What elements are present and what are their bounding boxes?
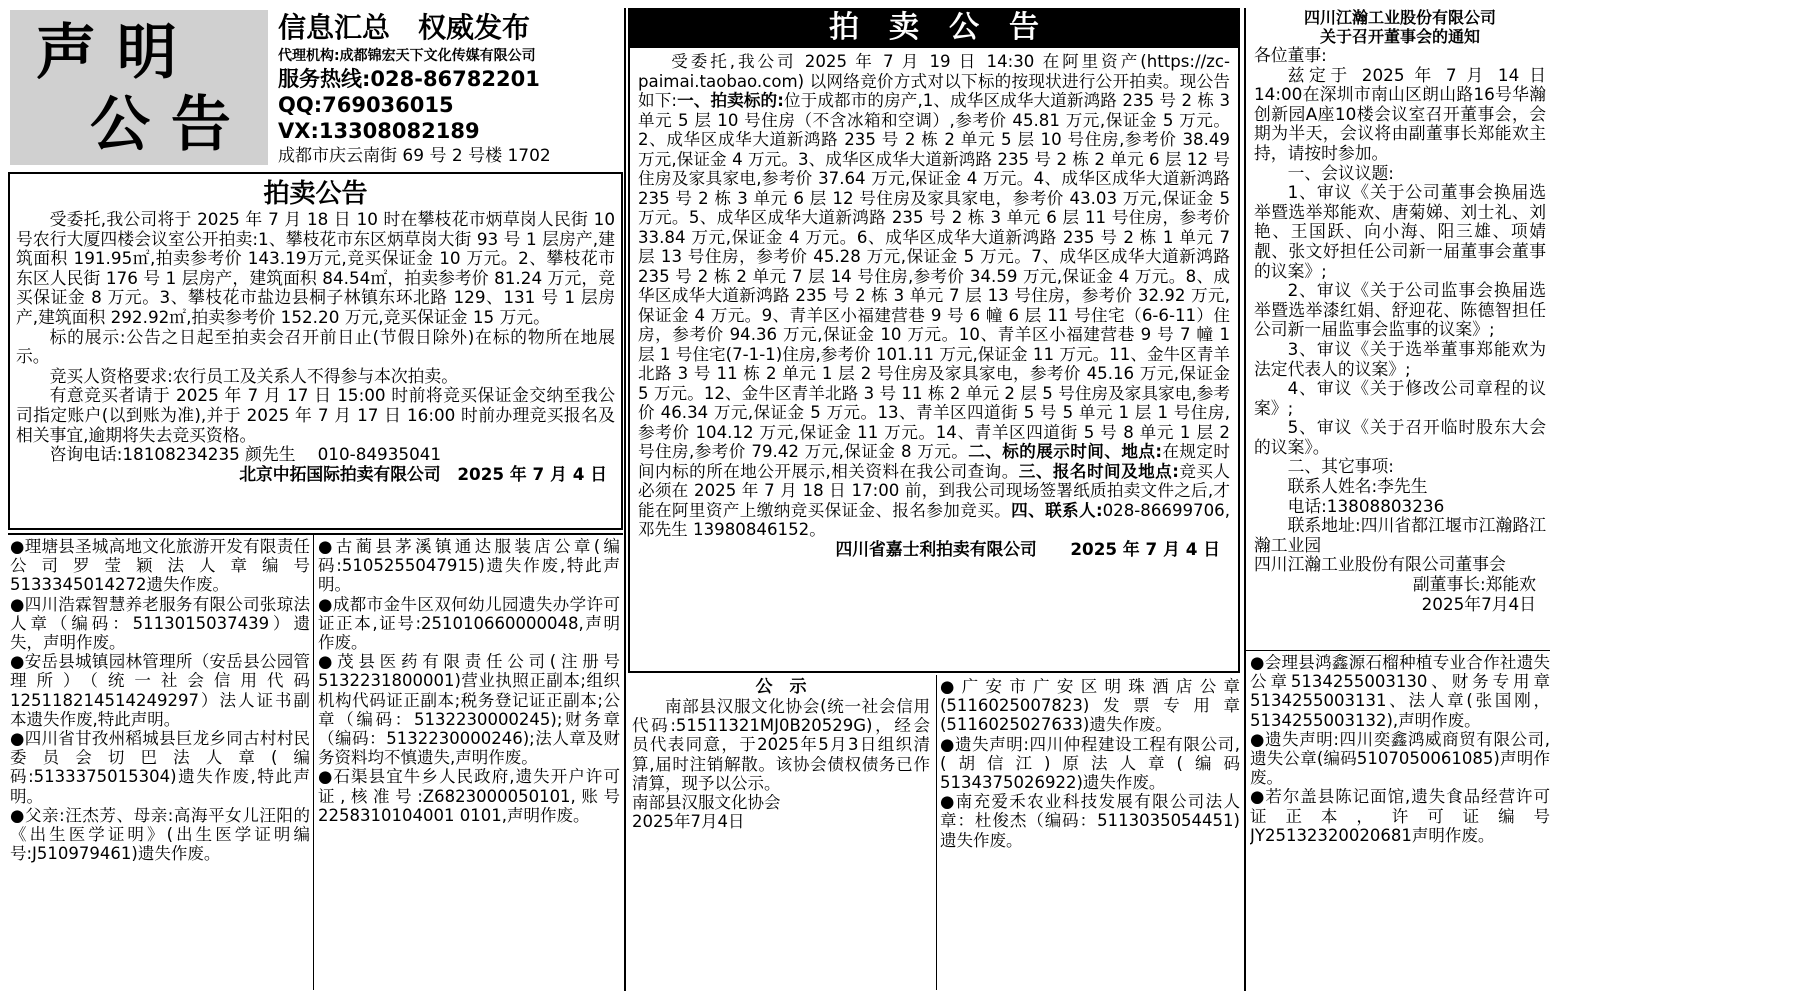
notice-item: ●父亲:汪杰芳、母亲:高海平女儿汪阳的《出生医学证明》(出生医学证明编号:J510979461)遗失作废。 [10, 805, 310, 864]
auction-mid-p3: 竞买人必须在 2025 年 7 月 18 日 17:00 前，到我公司现场签署纸质拍卖文件之后,才能在阿里资产上缴纳竞买保证金、报名参加竞买。 [638, 461, 1231, 520]
logo-line-2: 公 告 [90, 90, 231, 160]
board-notice-title-2: 关于召开董事会的通知 [1319, 27, 1480, 46]
agency: 代理机构:成都锦宏天下文化传媒有限公司 [278, 48, 536, 64]
board-notice-greeting: 各位董事: [1254, 45, 1327, 65]
hotline: 服务热线:028-86782201 [278, 67, 540, 91]
auction-mid [628, 48, 1240, 673]
divider-right [1246, 650, 1550, 651]
board-notice-sec2: 二、其它事项: [1287, 456, 1394, 477]
divider-col4 [936, 675, 937, 990]
board-notice-vice-chair: 副董事长:郑能欢 [1412, 574, 1536, 595]
board-notice-date: 2025年7月4日 [1421, 593, 1536, 614]
auction-mid-body [638, 52, 1230, 540]
notice-item: ●理塘县圣城高地文化旅游开发有限责任公司罗莹颖法人章编号5133345014272遗失作废。 [10, 537, 310, 595]
notices-col-1 [10, 537, 310, 989]
auction-mid-h4: 四、联系人: [1011, 500, 1103, 520]
board-notice-company: 四川江瀚工业股份有限公司董事会 [1254, 554, 1506, 575]
slogan: 信息汇总 权威发布 [278, 11, 531, 44]
public-notice-body: 南部县汉服文化协会(统一社会信用代码:51511321MJ0B20529G)，经会员代表同意，于2025年5月3日组织清算,届时注销解散。该协会债权债务已作清算，现予以公示。 [632, 697, 930, 793]
notices-col-5 [1250, 653, 1550, 989]
board-notice-item-5: 5、审议《关于召开临时股东大会的议案》。 [1254, 417, 1546, 457]
auction-left-p4: 有意竞买者请于 2025 年 7 月 17 日 15:00 时前将竞买保证金交纳至我公司指定账户(以到账为准),并于 2025 年 7 月 17 日 16:00 时前办理竞买报名及相关事宜,逾期将失去竞买资格。 [16, 385, 615, 445]
notice-item: ●若尔盖县陈记面馆,遗失食品经营许可证正本，许可证编号JY25132320020681声明作废。 [1250, 787, 1550, 845]
vx: VX:13308082189 [278, 119, 480, 143]
auction-left-title: 拍卖公告 [263, 179, 368, 209]
board-notice-contact-name: 联系人姓名:李先生 [1287, 476, 1428, 497]
notice-item: ●会理县鸿鑫源石榴种植专业合作社遗失公章5134255003130、财务专用章5134255003131、法人章(张国刚，5134255003132),声明作废。 [1250, 653, 1550, 730]
public-notice-title: 公 示 [755, 677, 807, 697]
notice-item: ●古蔺县茅溪镇通达服装店公章(编码:5105255047915)遗失作废,特此声明。 [318, 537, 620, 595]
notice-item: ●安岳县城镇园林管理所（安岳县公园管理所）（统一社会信用代码12511821451424929​7）法人证书副本遗失作废,特此声明。 [10, 652, 310, 729]
auction-mid-h3: 三、报名时间及地点: [1018, 461, 1179, 481]
board-notice [1250, 8, 1550, 648]
notice-item: ●石渠县宜牛乡人民政府,遗失开户许可证,核准号:Z6823000050101,账号2258310104001 0101,声明作废。 [318, 767, 620, 825]
public-notice-date: 2025年7月4日 [632, 812, 745, 832]
auction-mid-title-bar [628, 8, 1240, 48]
notice-item: ●遗失声明:四川仲程建设工程有限公司,(胡信江)原法人章(编码5134375026922)遗失作废。 [940, 734, 1240, 793]
address: 成都市庆云南街 69 号 2 号楼 1702 [278, 146, 551, 166]
notices-col-2 [318, 537, 620, 989]
board-notice-phone: 电话:13808803236 [1287, 495, 1445, 516]
board-notice-p1: 兹定于 2025 年 7 月 14 日 14:00在深圳市南山区朗山路16号华瀚创新园A座10楼会议室召开董事会，会期为半天，会议将由副董事长郑能欢主持，请按时参加。 [1254, 64, 1546, 163]
auction-mid-signature: 四川省嘉士利拍卖有限公司 2025 年 7 月 4 日 [835, 538, 1220, 559]
divider-mid-vertical [624, 8, 626, 991]
board-notice-item-3: 3、审议《关于选举董事郑能欢为法定代表人的议案》; [1254, 338, 1546, 379]
notice-item: ●四川浩霖智慧养老服务有限公司张琼法人章（编码：5113015037439）遗失，声明作废。 [10, 594, 310, 653]
divider-right-vertical [1244, 8, 1246, 991]
public-notice [630, 677, 932, 989]
notice-item: ●四川省甘孜州稻城县巨龙乡同古村村民委员会切巴法人章(编码:5133375015304)遗失作废,特此声明。 [10, 729, 310, 806]
auction-left [8, 172, 623, 530]
auction-mid-intro: 受委托,我公司 2025 年 7 月 19 日 14:30 在阿里资产(https://zc-paimai.taobao.com) 以网络竞价方式对以下标的按现状进行公开拍卖。现公告如下: [638, 52, 1230, 110]
board-notice-sec1: 一、会议议题: [1287, 162, 1394, 183]
auction-mid-title: 拍 卖 公 告 [829, 10, 1039, 45]
qq: QQ:769036015 [278, 93, 454, 117]
header-logo [10, 10, 268, 165]
notice-item: ●南充爱禾农业科技发展有限公司法人章：杜俊杰（编码：5113035054451)遗失作废。 [940, 792, 1240, 850]
auction-left-p1: 受委托,我公司将于 2025 年 7 月 18 日 10 时在攀枝花市炳草岗人民街 10 号农行大厦四楼会议室公开拍卖:1、攀枝花市东区炳草岗大街 93 号 1 层房产,建筑面积 191.95㎡,拍卖参考价 143.19万元,竞买保证金 10 万元。2、攀枝花市东区人民街 176 号 1 层房产，建筑面积 84.54㎡，拍卖参考价 81.24 万元，竞买保证金 8 万元。3、攀枝花市盐边县桐子林镇东环北路 129、131 号 1 层房产,建筑面积 292.92㎡,拍卖参考价 152.20 万元,竞买保证金 15 万元。 [16, 209, 615, 327]
auction-left-p3: 竞买人资格要求:农行员工及关系人不得参与本次拍卖。 [49, 365, 458, 386]
auction-mid-items: 位于成都市的房产,1、成华区成华大道新鸿路 235 号 2 栋 3 单元 5 层 10 号住房（不含冰箱和空调）,参考价 45.81 万元,保证金 5 万元。2、成华区成华大道新鸿路 235 号 2 栋 2 单元 5 层 10 号住房,参考价 38.49 万元,保证金 4 万元。3、成华区成华大道新鸿路 235 号 2 栋 2 单元 6 层 12 号住房及家具家电,参考价 37.64 万元,保证金 4 万元。4、成华区成华大道新鸿路 235 号 2 栋 3 单元 6 层 12 号住房及家具家电，参考价 43.03 万元,保证金 5 万元。5、成华区成华大道新鸿路 235 号 2 栋 3 单元 6 层 11 号住房，参考价 33.84 万元,保证金 4 万元。6、成华区成华大道新鸿路 235 号 2 栋 1 单元 7 层 13 号住房，参考价 45.28 万元,保证金 5 万元。7、成华区成华大道新鸿路 235 号 2 栋 2 单元 7 层 14 号住房,参考价 34.59 万元,保证金 4 万元。8、成华区成华大道新鸿路 235 号 2 栋 3 单元 7 层 13 号住房，参考价 32.92 万元,保证金 4 万元。9、青羊区小福建营巷 9 号 6 幢 6 层 11 号住宅（6-6-11）住房，参考价 94.36 万元,保证金 10 万元。10、青羊区小福建营巷 9 号 7 幢 1 层 1 号住宅(7-1-1)住房,参考价 101.11 万元,保证金 11 万元。11、金牛区青羊北路 3 号 11 栋 2 单元 1 层 2 号住房及家具家电，参考价 45.16 万元,保证金 5 万元。12、金牛区青羊北路 3 号 11 栋 2 单元 2 层 5 号住房及家具家电,参考价 46.34 万元,保证金 5 万元。13、青羊区四道街 5 号 5 单元 1 层 1 号住房,参考价 104.12 万元,保证金 11 万元。14、青羊区四道街 5 号 8 单元 1 层 2 号住房,参考价 79.42 万元,保证金 8 万元。 [638, 91, 1231, 461]
auction-mid-h1: 一、拍卖标的: [676, 91, 784, 110]
notice-item: ●成都市金牛区双何幼儿园遗失办学许可证正本,证号:251010660000048,声明作废。 [318, 594, 620, 653]
board-notice-item-4: 4、审议《关于修改公司章程的议案》; [1254, 378, 1546, 418]
public-notice-sign: 南部县汉服文化协会 [632, 793, 781, 813]
board-notice-title-1: 四川江瀚工业股份有限公司 [1303, 8, 1496, 27]
auction-mid-p4: 028-86699706,邓先生 13980846152。 [638, 500, 1231, 539]
auction-left-p2: 标的展示:公告之日起至拍卖会召开前日止(节假日除外)在标的物所在地展示。 [16, 326, 615, 367]
auction-left-signature: 北京中拓国际拍卖有限公司 2025 年 7 月 4 日 [239, 463, 607, 484]
divider-left [8, 533, 623, 535]
board-notice-item-1: 1、审议《关于公司董事会换届选举暨选举郑能欢、唐菊娣、刘士礼、刘艳、王国跃、向小海、阳三雄、项婧靓、张文妤担任公司新一届董事会董事的议案》; [1254, 182, 1546, 281]
auction-mid-p2: 在规定时间内标的所在地公开展示,相关资料在我公司查询。 [638, 442, 1230, 481]
divider-col1 [313, 535, 314, 990]
board-notice-contact-addr: 联系地址:四川省都江堰市江瀚路江瀚工业园 [1254, 515, 1546, 555]
notice-item: ●广安市广安区明珠酒店公章(5116025007823)发票专用章(5116025027633)遗失作废。 [940, 677, 1240, 735]
auction-left-p5: 咨询电话:18108234235 颜先生 010-84935041 [49, 444, 442, 465]
auction-mid-h2: 二、标的展示时间、地点: [968, 442, 1162, 461]
notice-item: ●遗失声明:四川奕鑫鸿威商贸有限公司,遗失公章(编码5107050061085)声明作废。 [1250, 729, 1550, 788]
notice-item: ●茂县医药有限责任公司(注册号5132231800001)营业执照正副本;组织机构代码证正副本;税务登记证正副本;公章（编码：5132230000245);财务章（编码：513223000024​6);法人章及财务资料均不慎遗失,声明作废。 [318, 652, 620, 768]
notices-col-4 [940, 677, 1240, 989]
logo-line-1: 声 明 [36, 18, 177, 88]
board-notice-item-2: 2、审议《关于公司监事会换届选举暨选举漆红娟、舒迎花、陈德智担任公司新一届监事会监事的议案》; [1254, 280, 1546, 340]
header-info [278, 10, 618, 168]
